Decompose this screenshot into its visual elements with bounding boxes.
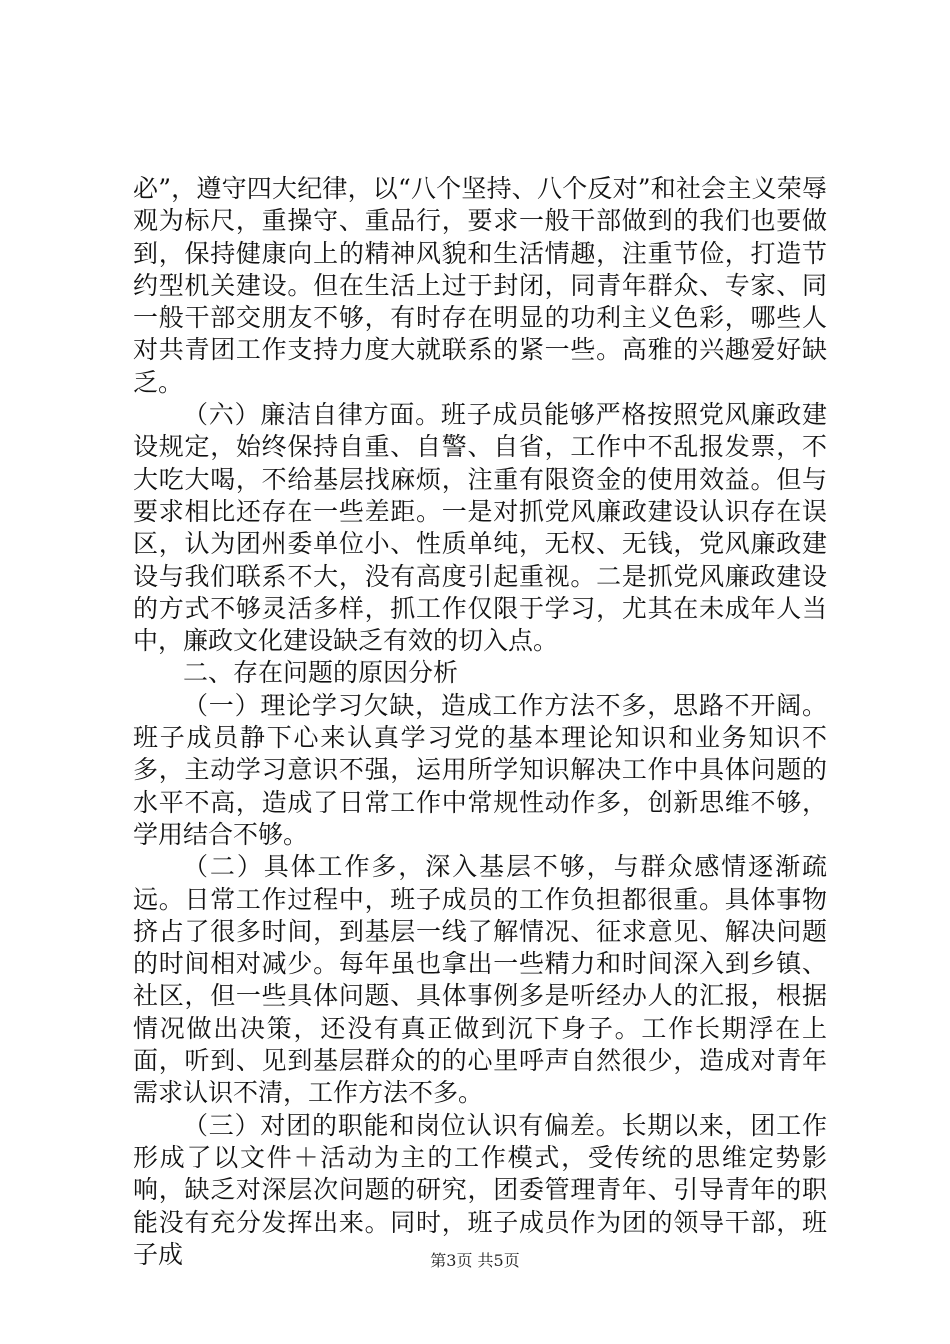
section-heading-2: 二、存在问题的原因分析 [183, 658, 459, 688]
paragraph-cause-1: （一）理论学习欠缺，造成工作方法不多，思路不开阔。班子成员静下心来认真学习党的基本理论知识和业务知识不多，主动学习意识不强，运用所学知识解决工作中具体问题的水平不高，造成了日常工作中常规性动作多，创新思维不够，学用结合不够。 [133, 690, 827, 849]
paragraph-continuation: 必”，遵守四大纪律，以“八个坚持、八个反对”和社会主义荣辱观为标尺，重操守、重品行，要求一般干部做到的我们也要做到，保持健康向上的精神风貌和生活情趣，注重节俭，打造节约型机关建设。但在生活上过于封闭，同青年群众、专家、同一般干部交朋友不够，有时存在明显的功利主义色彩，哪些人对共青团工作支持力度大就联系的紧一些。高雅的兴趣爱好缺乏。 [133, 174, 827, 397]
paragraph-cause-2: （二）具体工作多，深入基层不够，与群众感情逐渐疏远。日常工作过程中，班子成员的工作负担都很重。具体事物挤占了很多时间，到基层一线了解情况、征求意见、解决问题的时间相对减少。每年虽也拿出一些精力和时间深入到乡镇、社区，但一些具体问题、具体事例多是听经办人的汇报，根据情况做出决策，还没有真正做到沉下身子。工作长期浮在上面，听到、见到基层群众的的心里呼声自然很少，造成对青年需求认识不清，工作方法不多。 [133, 852, 827, 1108]
page-footer: 第3页 共5页 [430, 1251, 520, 1270]
paragraph-cause-3: （三）对团的职能和岗位认识有偏差。长期以来，团工作形成了以文件＋活动为主的工作模式，受传统的思维定势影响，缺乏对深层次问题的研究，团委管理青年、引导青年的职能没有充分发挥出来。同时，班子成员作为团的领导干部，班子成 [133, 1110, 827, 1269]
document-body [133, 173, 827, 1271]
paragraph-section-6: （六）廉洁自律方面。班子成员能够严格按照党风廉政建设规定，始终保持自重、自警、自省，工作中不乱报发票，不大吃大喝，不给基层找麻烦，注重有限资金的使用效益。但与要求相比还存在一些差距。一是对抓党风廉政建设认识存在误区，认为团州委单位小、性质单纯，无权、无钱，党风廉政建设与我们联系不大，没有高度引起重视。二是抓党风廉政建设的方式不够灵活多样，抓工作仅限于学习，尤其在未成年人当中，廉政文化建设缺乏有效的切入点。 [133, 400, 827, 656]
